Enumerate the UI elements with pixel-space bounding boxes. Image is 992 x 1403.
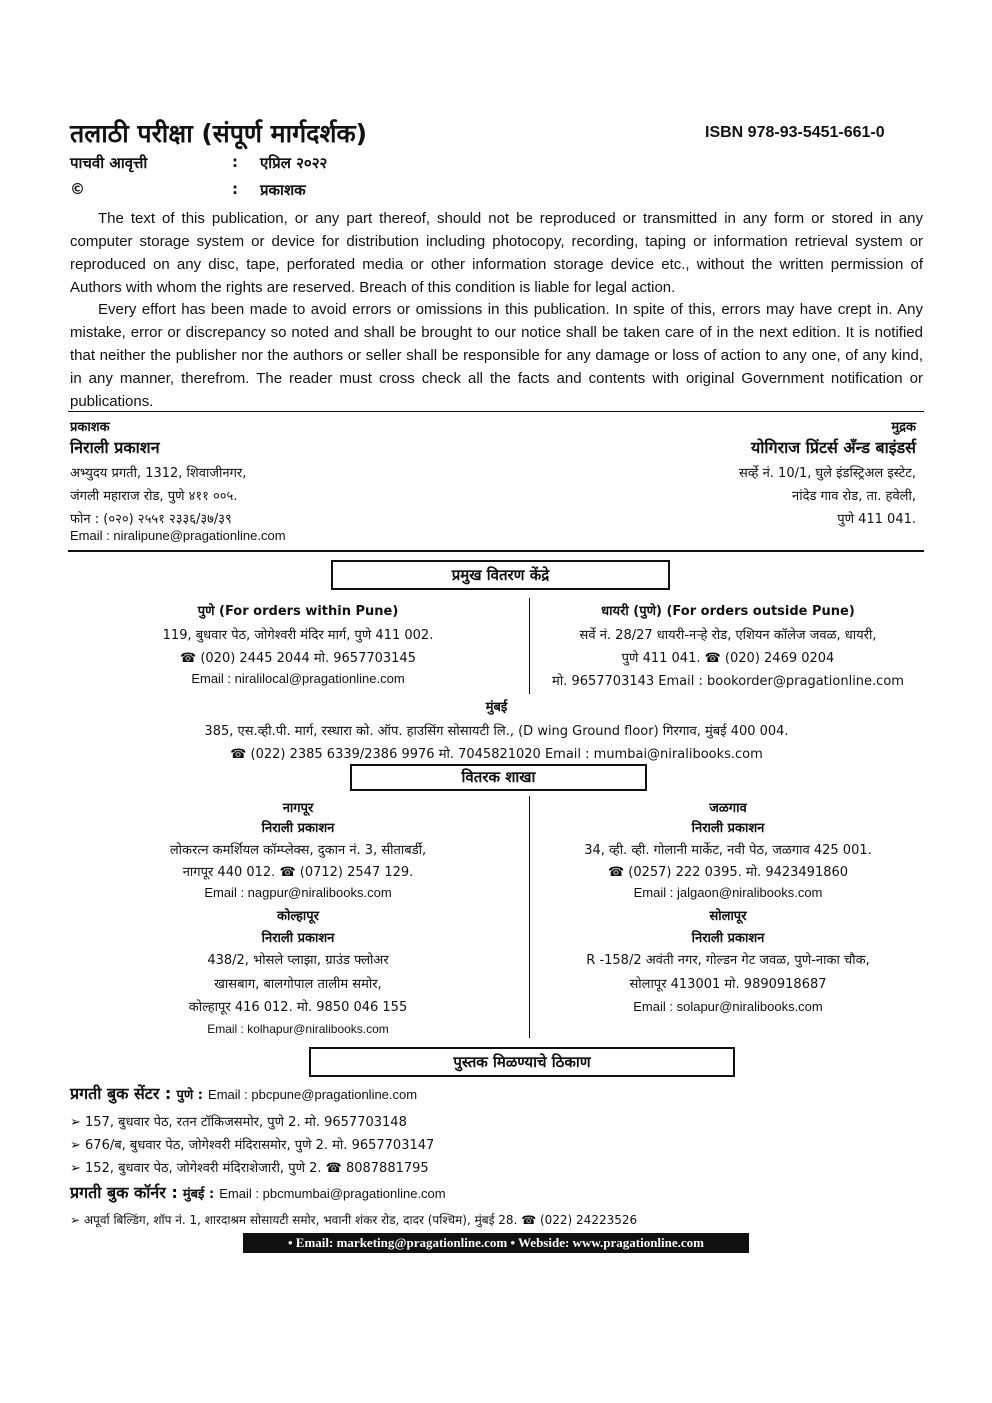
- kolhapur-phone: कोल्हापूर 416 012. मो. 9850 046 155: [188, 1000, 408, 1015]
- copyright-colon: :: [232, 180, 238, 198]
- pune-centre-phone: ☎ (020) 2445 2044 मो. 9657703145: [180, 651, 416, 666]
- jalgaon-city: जळगाव: [709, 801, 747, 816]
- printer-name: योगिराज प्रिंटर्स अँन्ड बाइंडर्स: [751, 438, 916, 457]
- nagpur-phone: नागपूर 440 012. ☎ (0712) 2547 129.: [182, 865, 414, 880]
- branches-heading: वितरक शाखा: [350, 764, 647, 791]
- book-corner-address: ➢ अपूर्वा बिल्डिंग, शॉप नं. 1, शारदाश्रम सोसायटी समोर, भवानी शंकर रोड, दादर (पश्चिम), मुंबई 28. ☎ (022) 24223526: [70, 1213, 638, 1227]
- kolhapur-address-1: 438/2, भोसले प्लाझा, ग्राउंड फ्लोअर: [207, 953, 389, 968]
- jalgaon-phone: ☎ (0257) 222 0395. मो. 9423491860: [607, 865, 849, 880]
- book-centre-address-3: ➢ 152, बुधवार पेठ, जोगेश्वरी मंदिराशेजारी, पुणे 2. ☎ 8087881795: [70, 1161, 429, 1176]
- publisher-address-2: जंगली महाराज रोड, पुणे ४११ ००५.: [70, 489, 238, 504]
- nagpur-email: Email : nagpur@niralibooks.com: [204, 885, 392, 900]
- edition-colon: :: [232, 153, 238, 171]
- jalgaon-address: 34, व्ही. व्ही. गोलानी मार्केट, नवी पेठ, जळगाव 425 001.: [584, 843, 872, 858]
- mumbai-centre-address: 385, एस.व्ही.पी. मार्ग, रस्धारा को. ऑप. हाउसिंग सोसायटी लि., (D wing Ground floor) गिरगाव, मुंबई 400 004.: [204, 724, 789, 739]
- mumbai-centre-title: मुंबई: [485, 700, 508, 715]
- publisher-address-1: अभ्युदय प्रगती, 1312, शिवाजीनगर,: [70, 466, 247, 481]
- pune-centre-email: Email : niralilocal@pragationline.com: [191, 671, 405, 686]
- printer-address-2: नांदेड गाव रोड, ता. हवेली,: [791, 489, 916, 504]
- pune-centre-title: पुणे (For orders within Pune): [197, 604, 399, 619]
- dhayari-centre-email: मो. 9657703143 Email : bookorder@pragationline.com: [552, 674, 904, 689]
- kolhapur-address-2: खासबाग, बालगोपाल तालीम समोर,: [214, 977, 382, 992]
- notice-paragraph-2: Every effort has been made to avoid errors or omissions in this publication. In spite of this, errors may have crept in. Any mistake, error or discrepancy so noted and shall be brought to our notice shall be taken care of in the next edition. It is notified that neither the publisher nor the authors or seller shall be responsible for any damage or loss of action to any one, of any kind, in any manner, therefrom. The reader must cross check all the facts and contents with original Government notification or publications.: [70, 301, 923, 410]
- nagpur-city: नागपूर: [282, 801, 314, 816]
- column-divider: [529, 598, 530, 694]
- kolhapur-branch-name: निराली प्रकाशन: [261, 931, 335, 946]
- copyright-label: ©: [70, 180, 85, 198]
- book-centre-address-1: ➢ 157, बुधवार पेठ, रतन टॉकिजसमोर, पुणे 2. मो. 9657703148: [70, 1115, 407, 1130]
- publisher-label: प्रकाशक: [70, 420, 110, 435]
- outlets-heading: पुस्तक मिळण्याचे ठिकाण: [309, 1047, 735, 1077]
- printer-address-1: सर्व्हे नं. 10/1, घुले इंडस्ट्रिअल इस्टेट,: [738, 466, 916, 481]
- book-corner-city: मुंबई :: [182, 1187, 215, 1202]
- solapur-city: सोलापूर: [709, 909, 747, 924]
- publisher-name: निराली प्रकाशन: [70, 438, 160, 457]
- solapur-branch-name: निराली प्रकाशन: [691, 931, 765, 946]
- column-divider: [529, 796, 530, 1038]
- nagpur-branch-name: निराली प्रकाशन: [261, 821, 335, 836]
- jalgaon-branch-name: निराली प्रकाशन: [691, 821, 765, 836]
- jalgaon-email: Email : jalgaon@niralibooks.com: [633, 885, 823, 900]
- pune-centre-address: 119, बुधवार पेठ, जोगेश्वरी मंदिर मार्ग, पुणे 411 002.: [162, 628, 434, 643]
- book-centre-line: [70, 1082, 417, 1104]
- divider: [68, 550, 924, 552]
- publisher-phone: फोन : (०२०) २५५१ २३३६/३७/३९: [70, 512, 232, 527]
- mumbai-centre-phone: ☎ (022) 2385 6339/2386 9976 मो. 7045821020 Email : mumbai@niralibooks.com: [230, 747, 763, 762]
- main-centres-heading: प्रमुख वितरण केंद्रे: [331, 560, 670, 590]
- solapur-phone: सोलापूर 413001 मो. 9890918687: [629, 977, 827, 992]
- isbn: ISBN 978-93-5451-661-0: [705, 124, 885, 141]
- divider: [68, 411, 924, 412]
- publisher-email: Email : niralipune@pragationline.com: [70, 528, 286, 543]
- solapur-email: Email : solapur@niralibooks.com: [633, 999, 823, 1014]
- printer-address-3: पुणे 411 041.: [837, 512, 916, 527]
- nagpur-address: लोकरत्न कमर्शियल कॉम्प्लेक्स, दुकान नं. 3, सीताबर्डी,: [169, 843, 427, 858]
- book-corner-line: [70, 1181, 446, 1203]
- edition-value: एप्रिल २०२२: [260, 154, 328, 172]
- footer-contact-bar: • Email: marketing@pragationline.com • Webside: www.pragationline.com: [243, 1233, 749, 1253]
- dhayari-centre-address: सर्वे नं. 28/27 धायरी-नऱ्हे रोड, एशियन कॉलेज जवळ, धायरी,: [579, 628, 877, 643]
- book-centre-title: प्रगती बुक सेंटर :: [70, 1084, 172, 1103]
- printer-label: मुद्रक: [891, 420, 916, 435]
- book-corner-email: Email : pbcmumbai@pragationline.com: [219, 1186, 446, 1201]
- dhayari-centre-title: धायरी (पुणे) (For orders outside Pune): [601, 604, 855, 619]
- kolhapur-email: Email : kolhapur@niralibooks.com: [207, 1022, 389, 1036]
- kolhapur-city: कोल्हापूर: [277, 909, 319, 924]
- book-corner-title: प्रगती बुक कॉर्नर :: [70, 1183, 178, 1202]
- book-centre-email: Email : pbcpune@pragationline.com: [208, 1087, 418, 1102]
- copyright-value: प्रकाशक: [260, 181, 306, 199]
- edition-label: पाचवी आवृत्ती: [70, 154, 148, 172]
- dhayari-centre-phone: पुणे 411 041. ☎ (020) 2469 0204: [621, 651, 835, 666]
- solapur-address: R -158/2 अवंती नगर, गोल्डन गेट जवळ, पुणे-नाका चौक,: [586, 953, 870, 968]
- book-centre-address-2: ➢ 676/ब, बुधवार पेठ, जोगेश्वरी मंदिरासमोर, पुणे 2. मो. 9657703147: [70, 1138, 435, 1153]
- book-centre-city: पुणे :: [176, 1088, 203, 1103]
- notice-paragraph-1: The text of this publication, or any part thereof, should not be reproduced or transmitted in any form or stored in any computer storage system or device for distribution including photocopy, recording, taping or information retrieval system or reproduced on any disc, tape, perforated media or other information storage device etc., without the written permission of Authors with whom the rights are reserved. Breach of this condition is liable for legal action.: [70, 210, 923, 296]
- page-title: तलाठी परीक्षा (संपूर्ण मार्गदर्शक): [70, 119, 368, 148]
